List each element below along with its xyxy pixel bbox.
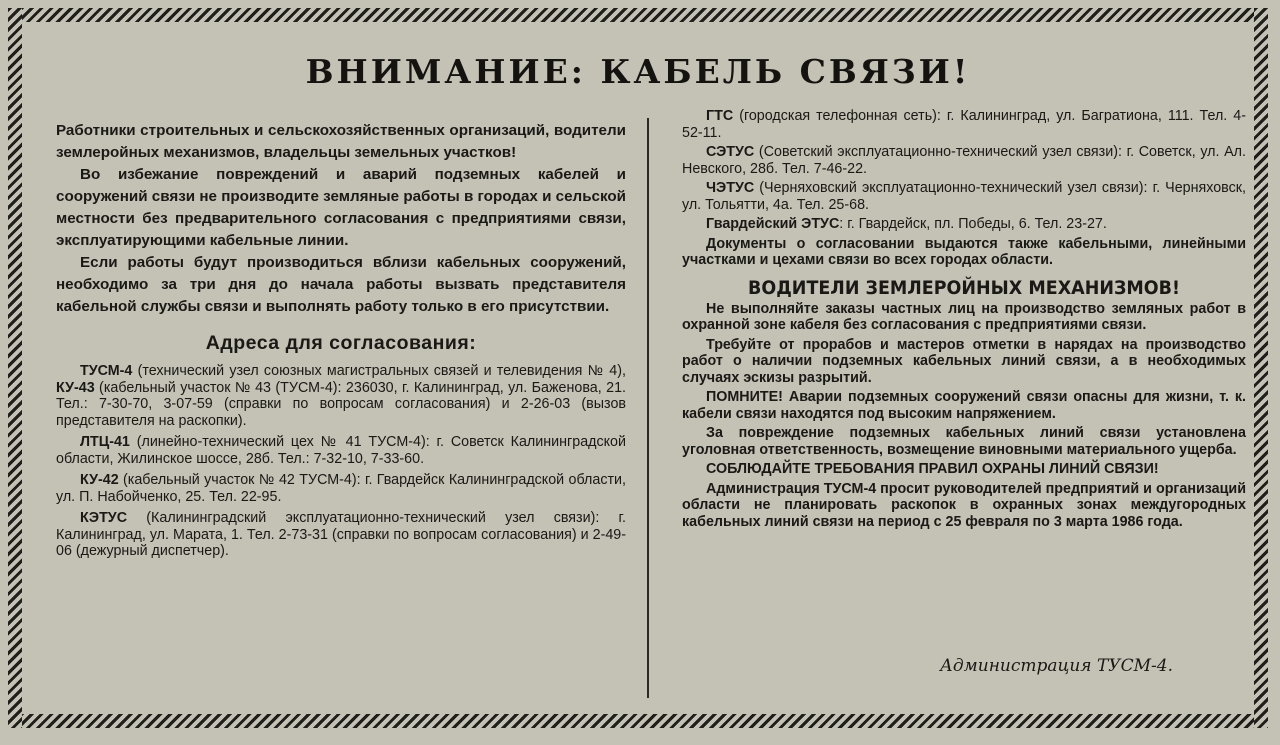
intro-paragraph-3: Если работы будут производиться вблизи кабельных сооружений, необходимо за три дня до начала работы вызвать представителя кабельной службы связи и выполнять работу только в его присутствии. — [56, 254, 626, 315]
org-details: (кабельный участок № 42 ТУСМ-4): г. Гвардейск Калининградской области, ул. П. Набойченко, 25. Тел. 22-95. — [56, 472, 626, 505]
org-name: ГТС — [706, 108, 734, 124]
org-name: КУ-42 — [80, 472, 119, 488]
remember-label: ПОМНИТЕ! — [706, 389, 783, 405]
org-details: (Черняховский эксплуатационно-технический узел связи): г. Черняховск, ул. Тольятти, 4а. Тел. 25-68. — [682, 180, 1246, 213]
org-details: (городская телефонная сеть): г. Калининград, ул. Багратиона, 111. Тел. 4-52-11. — [682, 108, 1246, 141]
org-details: (кабельный участок № 43 (ТУСМ-4): 236030, г. Калининград, ул. Баженова, 21. Тел.: 7-30-70, 3-07-59 (справки по вопросам согласования) и 2-26-03 (вызов представителя на раскопки). — [56, 379, 626, 429]
signature: Администрация ТУСМ-4. — [940, 656, 1173, 676]
org-name: ТУСМ-4 — [80, 363, 133, 379]
border-right — [1254, 8, 1268, 728]
org-details: (Советский эксплуатационно-технический узел связи): г. Советск, ул. Ал. Невского, 28б. Тел. 7-46-22. — [682, 144, 1246, 177]
org-name: Гвардейский ЭТУС — [706, 216, 840, 232]
headline: ВНИМАНИЕ: КАБЕЛЬ СВЯЗИ! — [305, 52, 971, 91]
remember-paragraph — [682, 389, 1246, 422]
liability-paragraph: За повреждение подземных кабельных линий связи установлена уголовная ответственность, возмещение виновными материального ущерба. — [682, 425, 1246, 458]
admin-request: Администрация ТУСМ-4 просит руководителей предприятий и организаций области не планировать раскопок в охранных зонах междугородных кабельных линий связи на период с 25 февраля по 3 марта 1986 года. — [682, 480, 1246, 530]
left-column — [56, 120, 626, 565]
org-name: КУ-43 — [56, 379, 95, 396]
right-column — [682, 108, 1246, 533]
drivers-heading: ВОДИТЕЛИ ЗЕМЛЕРОЙНЫХ МЕХАНИЗМОВ! — [748, 276, 1180, 299]
addresses-heading: Адреса для согласования: — [205, 332, 477, 354]
address-chetus — [682, 180, 1246, 213]
drivers-paragraph-2: Требуйте от прорабов и мастеров отметки в нарядах на производство работ о наличии подземных кабельных линий связи, а в необходимых случаях эскизы разрытий. — [682, 336, 1246, 386]
org-details: (технический узел союзных магистральных связей и телевидения № 4), — [132, 363, 626, 379]
drivers-paragraph-1: Не выполняйте заказы частных лиц на производство земляных работ в охранной зоне кабеля без согласования с предприятиями связи. — [682, 300, 1246, 333]
org-details: : г. Гвардейск, пл. Победы, 6. Тел. 23-27. — [839, 216, 1107, 232]
address-gts — [682, 108, 1246, 141]
org-details: (Калининградский эксплуатационно-технический узел связи): г. Калининград, ул. Марата, 1. Тел. 2-73-31 (справки по вопросам согласования) и 2-49-06 (дежурный диспетчер). — [56, 510, 626, 559]
border-left — [8, 8, 22, 728]
notice-body — [22, 22, 1254, 714]
comply-paragraph: СОБЛЮДАЙТЕ ТРЕБОВАНИЯ ПРАВИЛ ОХРАНЫ ЛИНИЙ СВЯЗИ! — [706, 461, 1159, 477]
address-ltc41 — [56, 434, 626, 467]
border-top — [10, 8, 1268, 22]
org-name: ЛТЦ-41 — [80, 434, 130, 450]
address-ku42 — [56, 472, 626, 505]
org-name: ЧЭТУС — [706, 180, 755, 196]
address-setus — [682, 144, 1246, 177]
intro-paragraph-1: Работники строительных и сельскохозяйственных организаций, водители землеройных механизмов, владельцы земельных участков! — [56, 122, 626, 161]
border-bottom — [10, 714, 1268, 728]
column-divider — [647, 118, 649, 698]
address-gvardeysk — [682, 216, 1246, 233]
org-details: (линейно-технический цех № 41 ТУСМ-4): г. Советск Калининградской области, Жилинское шоссе, 28б. Тел.: 7-32-10, 7-33-60. — [56, 434, 626, 467]
address-ketus — [56, 510, 626, 560]
documents-note: Документы о согласовании выдаются также кабельными, линейными участками и цехами связи во всех городах области. — [682, 235, 1246, 268]
remember-text: Аварии подземных сооружений связи опасны для жизни, т. к. кабели связи находятся под высоким напряжением. — [682, 389, 1246, 422]
org-name: СЭТУС — [706, 144, 755, 160]
intro-paragraph-2: Во избежание повреждений и аварий подземных кабелей и сооружений связи не производите земляные работы в городах и сельской местности без предварительного согласования с предприятиями связи, эксплуатирующими кабельные линии. — [56, 166, 626, 249]
address-tusm4-ku43 — [56, 363, 626, 429]
org-name: КЭТУС — [80, 510, 128, 526]
